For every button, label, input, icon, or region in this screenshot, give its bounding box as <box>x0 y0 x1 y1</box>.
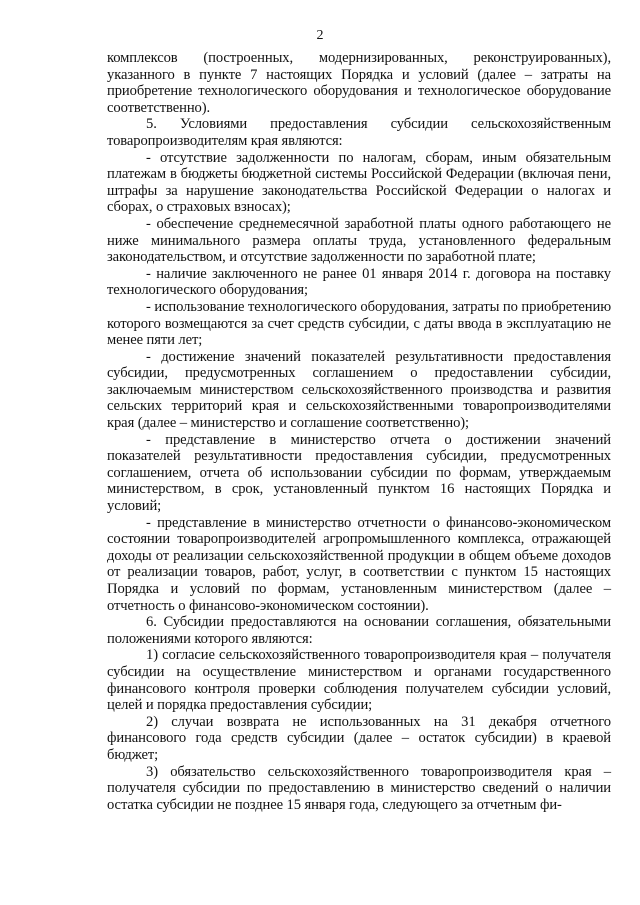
document-body <box>107 50 611 813</box>
page-number: 2 <box>316 28 324 43</box>
paragraph-condition-salary: - обеспечение среднемесячной заработной платы одного работающего не ниже минимального размера оплаты труда, установленного федеральным законодательством, и отсутствие задолженности по заработной плате; <box>107 215 611 266</box>
paragraph-item-5: 5. Условиями предоставления субсидии сельскохозяйственным товаропроизводителям края являются: <box>107 116 611 149</box>
paragraph-condition-taxes: - отсутствие задолженности по налогам, сборам, иным обязательным платежам в бюджеты бюджетной системы Российской Федерации (включая пени, штрафы за нарушение законодательства Российской Федерации о налогах и сборах, о страховых взносах); <box>107 149 611 216</box>
paragraph-condition-contract: - наличие заключенного не ранее 01 января 2014 г. договора на поставку технологического оборудования; <box>107 265 611 299</box>
paragraph-subitem-1: 1) согласие сельскохозяйственного товаропроизводителя края – получателя субсидии на осуществление министерством и органами государственного финансового контроля проверки соблюдения получателем субсидии условий, целей и порядка предоставления субсидии; <box>107 647 611 714</box>
paragraph-item-6: 6. Субсидии предоставляются на основании соглашения, обязательными положениями которого являются: <box>107 614 611 647</box>
paragraph-condition-report: - представление в министерство отчета о достижении значений показателей результативности предоставления субсидии, предусмотренных соглашением, отчета об использовании субсидии по формам, утверждаемым министерством, в срок, установленный пунктом 16 настоящих Порядка и условий; <box>107 431 611 515</box>
paragraph-continuation: комплексов (построенных, модернизированных, реконструированных), указанного в пункте 7 настоящих Порядка и условий (далее – затраты на приобретение технологического оборудования и технологическое оборудование соответственно). <box>107 50 611 116</box>
paragraph-condition-financial-reporting: - представление в министерство отчетности о финансово-экономическом состоянии товаропроизводителей агропромышленного комплекса, отражающей доходы от реализации сельскохозяйственной продукции в общем объеме доходов от реализации товаров, работ, услуг, в соответствии с пунктом 15 настоящих Порядка и условий по формам, установленным министерством (далее – отчетность о финансово-экономическом состоянии). <box>107 514 611 614</box>
paragraph-condition-equipment-use: - использование технологического оборудования, затраты по приобретению которого возмещаются за счет средств субсидии, с даты ввода в эксплуатацию не менее пяти лет; <box>107 298 611 349</box>
paragraph-subitem-3: 3) обязательство сельскохозяйственного товаропроизводителя края – получателя субсидии по предоставлению в министерство сведений о наличии остатка субсидии не позднее 15 января года, следующего за отчетным фи- <box>107 763 611 813</box>
paragraph-subitem-2: 2) случаи возврата не использованных на 31 декабря отчетного финансового года средств субсидии (далее – остаток субсидии) в краевой бюджет; <box>107 713 611 763</box>
paragraph-condition-indicators: - достижение значений показателей результативности предоставления субсидии, предусмотренных соглашением о предоставлении субсидии, заключаемым министерством сельскохозяйственного производства и развития сельских территорий края и сельскохозяйственными товаропроизводителями края (далее – министерство и соглашение соответственно); <box>107 348 611 432</box>
